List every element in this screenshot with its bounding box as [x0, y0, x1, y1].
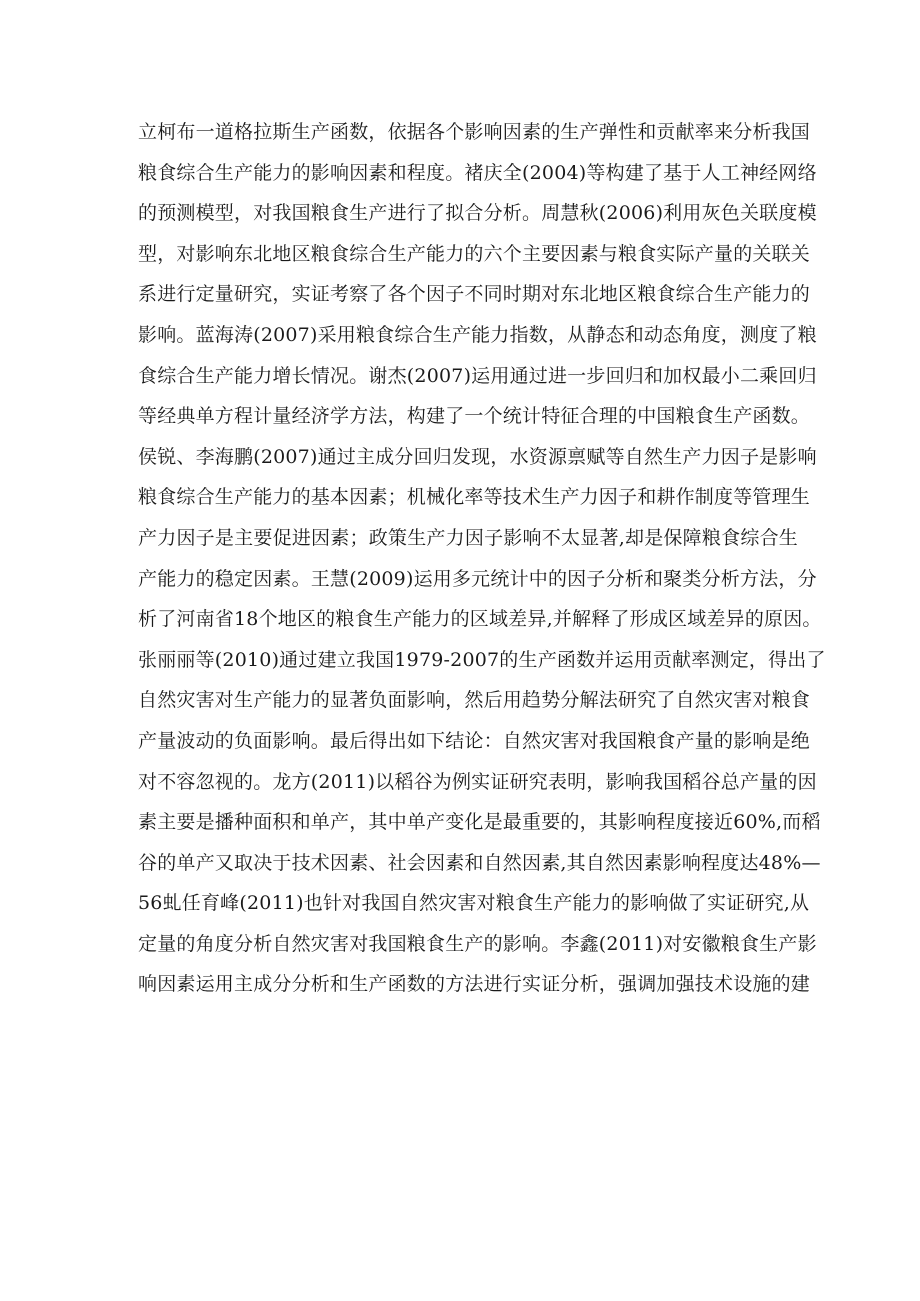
- text-line: 素主要是播种面积和单产，其中单产变化是最重要的，其影响程度接近60%,而稻: [138, 811, 821, 834]
- text-line: 侯锐、李海鹏(2007)通过主成分回归发现，水资源禀赋等自然生产力因子是影响: [138, 445, 817, 468]
- text-line: 析了河南省18个地区的粮食生产能力的区域差异,并解释了形成区域差异的原因。: [138, 608, 822, 631]
- text-line: 响因素运用主成分分析和生产函数的方法进行实证分析，强调加强技术设施的建: [138, 973, 811, 996]
- text-line: 对不容忽视的。龙方(2011)以稻谷为例实证研究表明，影响我国稻谷总产量的因: [138, 770, 817, 793]
- text-line: 系进行定量研究，实证考察了各个因子不同时期对东北地区粮食综合生产能力的: [138, 283, 811, 306]
- text-line: 产量波动的负面影响。最后得出如下结论：自然灾害对我国粮食产量的影响是绝: [138, 729, 811, 752]
- text-line: 产力因子是主要促进因素；政策生产力因子影响不太显著,却是保障粮食综合生: [138, 526, 798, 549]
- text-line: 张丽丽等(2010)通过建立我国1979-2007的生产函数并运用贡献率测定，得出了: [138, 648, 826, 671]
- text-line: 自然灾害对生产能力的显著负面影响，然后用趋势分解法研究了自然灾害对粮食: [138, 689, 811, 712]
- text-line: 的预测模型，对我国粮食生产进行了拟合分析。周慧秋(2006)利用灰色关联度模: [138, 202, 817, 225]
- text-line: 影响。蓝海涛(2007)采用粮食综合生产能力指数，从静态和动态角度，测度了粮: [138, 323, 817, 346]
- body-paragraph: [138, 112, 826, 1005]
- text-line: 产能力的稳定因素。王慧(2009)运用多元统计中的因子分析和聚类分析方法，分: [138, 567, 817, 590]
- text-line: 谷的单产又取决于技术因素、社会因素和自然因素,其自然因素影响程度达48%—: [138, 851, 821, 874]
- text-line: 食综合生产能力增长情况。谢杰(2007)运用通过进一步回归和加权最小二乘回归: [138, 364, 817, 387]
- text-line: 粮食综合生产能力的基本因素；机械化率等技术生产力因子和耕作制度等管理生: [138, 486, 811, 509]
- text-line: 立柯布一道格拉斯生产函数，依据各个影响因素的生产弹性和贡献率来分析我国: [138, 121, 811, 143]
- text-line: 粮食综合生产能力的影响因素和程度。褚庆全(2004)等构建了基于人工神经网络: [138, 161, 817, 184]
- text-line: 56虬任育峰(2011)也针对我国自然灾害对粮食生产能力的影响做了实证研究,从: [138, 892, 810, 915]
- text-line: 定量的角度分析自然灾害对我国粮食生产的影响。李鑫(2011)对安徽粮食生产影: [138, 932, 817, 955]
- text-line: 型，对影响东北地区粮食综合生产能力的六个主要因素与粮食实际产量的关联关: [138, 242, 811, 265]
- text-line: 等经典单方程计量经济学方法，构建了一个统计特征合理的中国粮食生产函数。: [138, 405, 811, 428]
